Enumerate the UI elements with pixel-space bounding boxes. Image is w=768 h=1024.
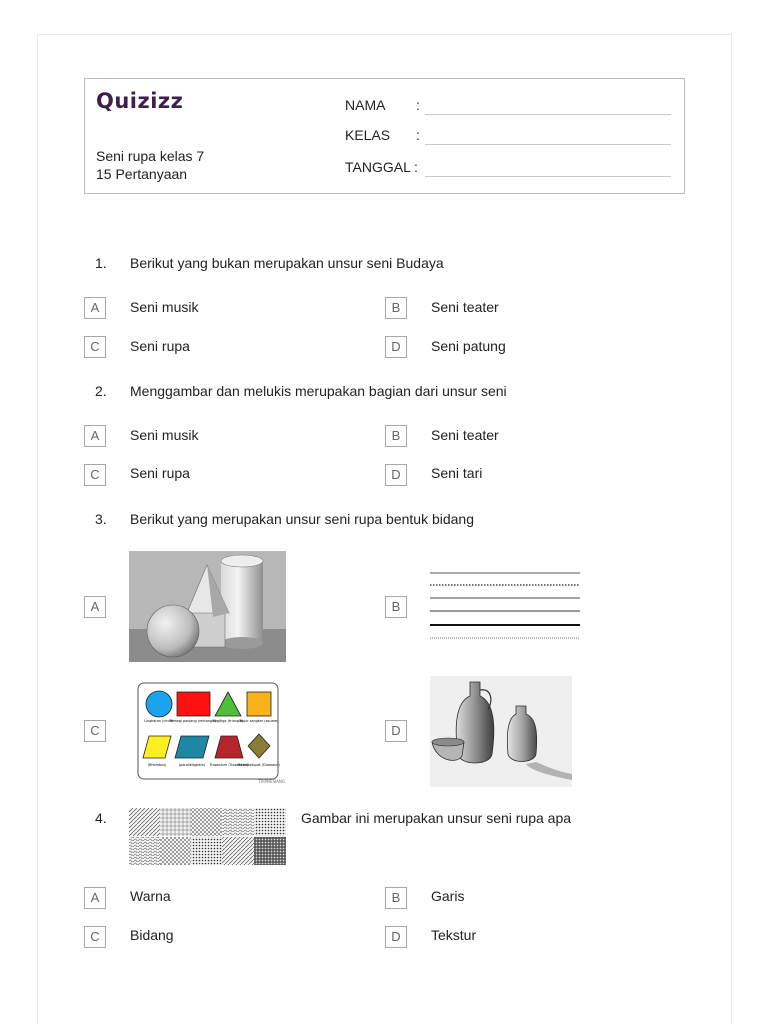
question-4-option-b-text: Garis xyxy=(431,888,465,904)
question-2-option-b-box[interactable]: B xyxy=(385,425,407,447)
question-1-option-d-text: Seni patung xyxy=(431,338,506,354)
question-4-option-c-text: Bidang xyxy=(130,927,174,943)
shape-label-square: Bujur sangkar (square) xyxy=(239,719,279,723)
question-2-option-b-text: Seni teater xyxy=(431,427,499,443)
question-2-option-d-box[interactable]: D xyxy=(385,464,407,486)
question-1-option-b-box[interactable]: B xyxy=(385,297,407,319)
texture-samples-image xyxy=(129,808,286,865)
question-1-option-d-box[interactable]: D xyxy=(385,336,407,358)
shape-label-diamond: Belahketupat (Diamond) xyxy=(238,763,280,767)
question-4-option-c-box[interactable]: C xyxy=(84,926,106,948)
still-life-pottery-sketch-image xyxy=(430,676,572,787)
shape-label-parallelogram: (parallelogram) xyxy=(178,763,206,767)
worksheet-header: Quizizz Seni rupa kelas 7 15 Pertanyaan NAMA : KELAS : TANGGAL : xyxy=(84,78,685,194)
geometric-solids-sketch-image xyxy=(129,551,286,662)
question-3-option-c-box[interactable]: C xyxy=(84,720,106,742)
question-2-option-a-box[interactable]: A xyxy=(84,425,106,447)
question-4-number: 4. xyxy=(95,810,107,826)
shape-label-rectangle: Persegi panjang (rectangle) xyxy=(169,719,217,723)
name-label: NAMA xyxy=(345,97,386,113)
question-count: 15 Pertanyaan xyxy=(96,166,188,182)
question-3-option-b-box[interactable]: B xyxy=(385,596,407,618)
quiz-title: Seni rupa kelas 7 xyxy=(96,148,205,164)
question-4-option-a-text: Warna xyxy=(130,888,171,904)
quizizz-logo: Quizizz xyxy=(96,89,184,113)
name-line[interactable] xyxy=(425,114,671,115)
question-1-option-c-box[interactable]: C xyxy=(84,336,106,358)
question-2-option-c-text: Seni rupa xyxy=(130,465,190,481)
question-4-option-d-box[interactable]: D xyxy=(385,926,407,948)
question-2-text: Menggambar dan melukis merupakan bagian dari unsur seni xyxy=(130,383,507,399)
question-1-option-a-box[interactable]: A xyxy=(84,297,106,319)
class-line[interactable] xyxy=(425,144,671,145)
shape-label-rhombus: (Rhombus) xyxy=(147,763,167,767)
date-line[interactable] xyxy=(425,176,671,177)
question-1-option-c-text: Seni rupa xyxy=(130,338,190,354)
question-4-option-a-box[interactable]: A xyxy=(84,887,106,909)
shapes-watermark: TRIPNESIANG xyxy=(258,779,285,784)
question-1-option-a-text: Seni musik xyxy=(130,299,199,315)
line-types-image xyxy=(430,558,580,654)
question-4-option-b-box[interactable]: B xyxy=(385,887,407,909)
shape-label-trapezium: Trapesium (Trapezium) xyxy=(209,763,249,767)
question-2-option-a-text: Seni musik xyxy=(130,427,199,443)
question-1-text: Berikut yang bukan merupakan unsur seni Budaya xyxy=(130,255,444,271)
date-label: TANGGAL xyxy=(345,159,411,175)
shape-label-circle: Lingkaran (circle) xyxy=(144,719,174,723)
question-4-option-d-text: Tekstur xyxy=(431,927,477,943)
question-3-number: 3. xyxy=(95,511,107,527)
shape-label-triangle: Segitiga (triangle) xyxy=(212,719,244,723)
question-2-option-d-text: Seni tari xyxy=(431,465,483,481)
question-3-option-a-box[interactable]: A xyxy=(84,596,106,618)
question-4-text: Gambar ini merupakan unsur seni rupa apa xyxy=(301,810,572,826)
flat-shapes-chart-image xyxy=(137,682,287,786)
question-2-option-c-box[interactable]: C xyxy=(84,464,106,486)
question-3-option-d-box[interactable]: D xyxy=(385,720,407,742)
question-1-option-b-text: Seni teater xyxy=(431,299,499,315)
class-label: KELAS xyxy=(345,127,391,143)
question-2-number: 2. xyxy=(95,383,107,399)
question-1-number: 1. xyxy=(95,255,107,271)
question-3-text: Berikut yang merupakan unsur seni rupa bentuk bidang xyxy=(130,511,474,527)
